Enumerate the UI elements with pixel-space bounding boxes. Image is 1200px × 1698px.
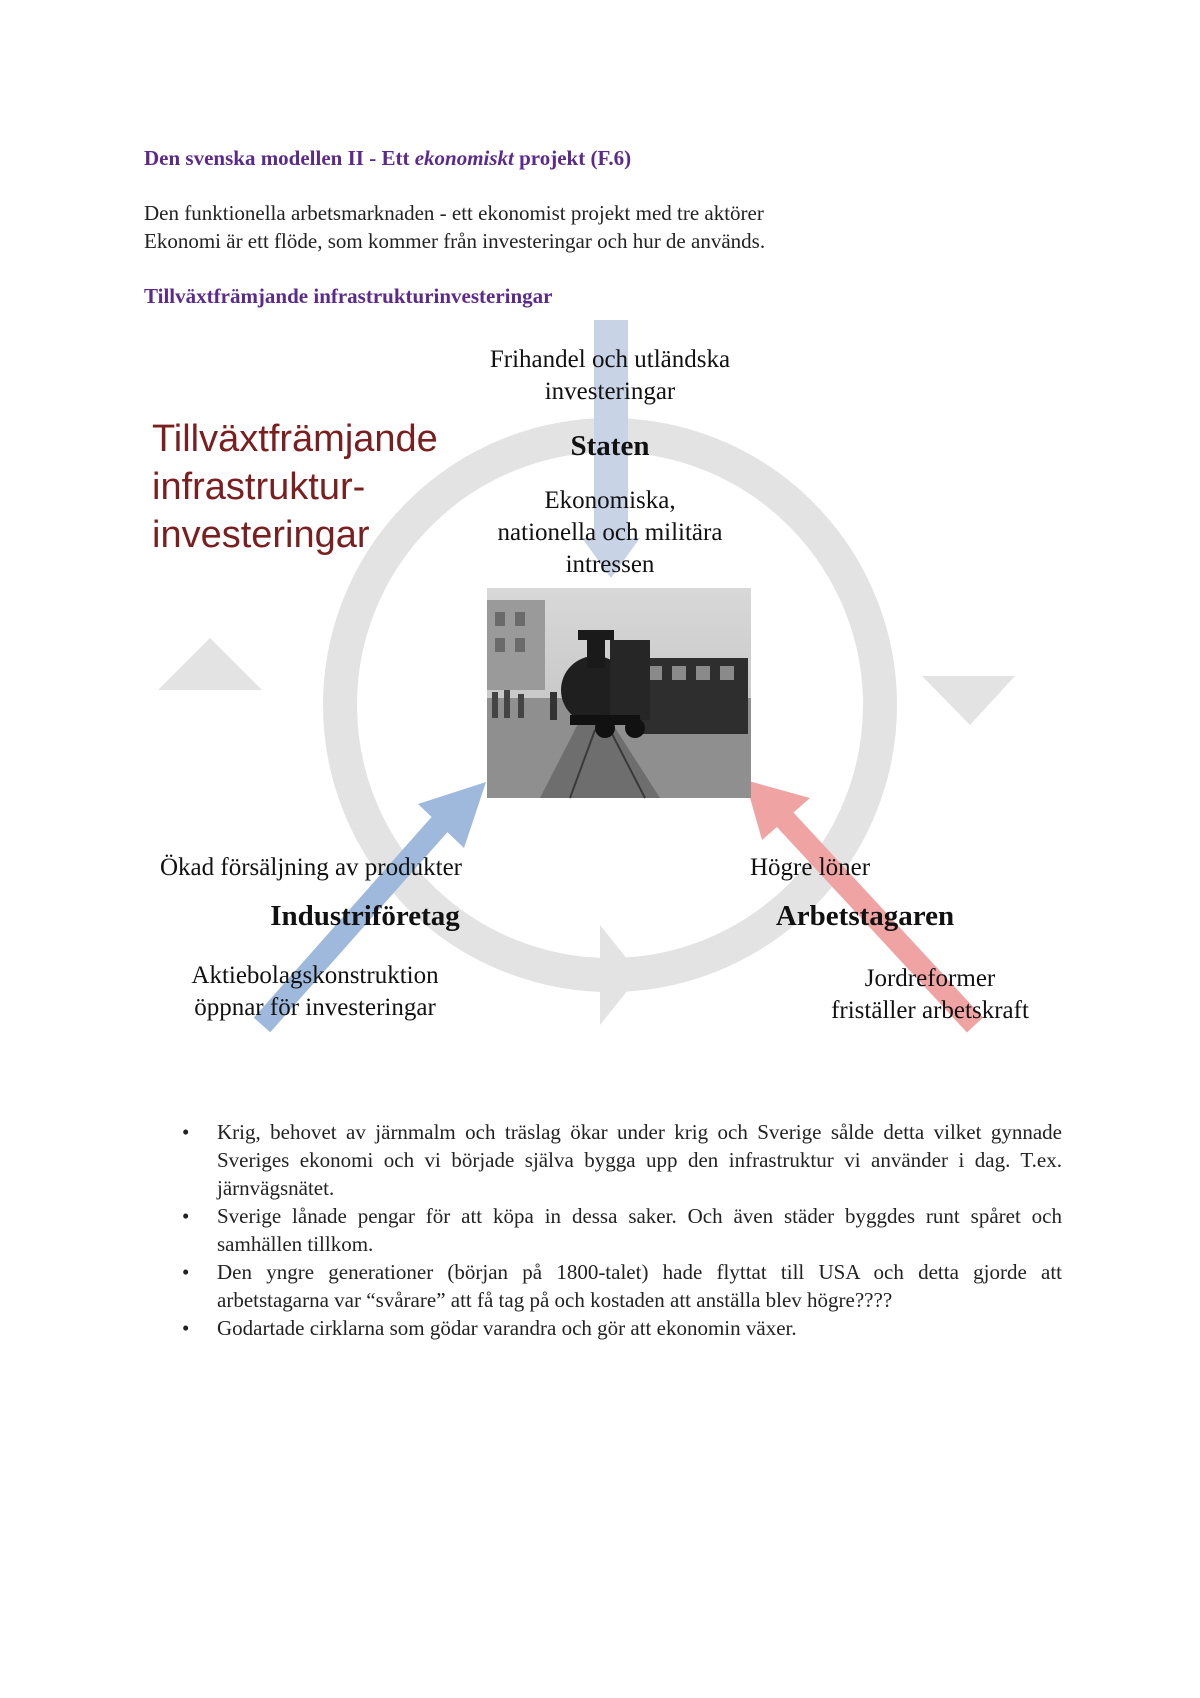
bullet-list — [182, 1118, 1062, 1342]
section-heading: Tillväxtfrämjande infrastrukturinvesteringar — [144, 284, 553, 308]
industri-description-line-2: öppnar för investeringar — [194, 994, 436, 1021]
arbetstagaren-arrow-label: Högre löner — [750, 854, 871, 881]
top-arrow-label — [470, 344, 750, 408]
title-suffix: projekt (F.6) — [513, 146, 632, 170]
bullet-text: Den yngre generationer (början på 1800-talet) hade flyttat till USA och detta gjorde att arbetstagarna var “svårare” att få tag på och kostaden att anställa blev högre???? — [217, 1260, 1062, 1312]
economy-cycle-diagram — [140, 320, 1080, 1060]
bullet-text: Godartade cirklarna som gödar varandra och gör att ekonomin växer. — [217, 1316, 797, 1340]
top-arrow-label-line-2: investeringar — [544, 378, 676, 405]
bullet-item — [182, 1118, 1062, 1202]
bullet-marker: • — [182, 1120, 190, 1144]
staten-description — [470, 485, 750, 581]
staten-description-line-3: intressen — [565, 551, 655, 578]
arbetstagaren-description-line-1: Jordreformer — [864, 965, 996, 992]
arbetstagaren-description — [800, 963, 1060, 1027]
staten-description-line-2: nationella och militära — [497, 519, 723, 546]
arbetstagaren-description-line-2: friställer arbetskraft — [831, 997, 1029, 1024]
steam-train-photo — [487, 588, 751, 798]
industri-heading: Industriföretag — [270, 900, 460, 932]
bullet-marker: • — [182, 1316, 190, 1340]
diagram-main-title — [152, 415, 438, 559]
bullet-item — [182, 1314, 1062, 1342]
industri-description-line-1: Aktiebolagskonstruktion — [191, 962, 439, 989]
document-title — [144, 146, 631, 171]
bullet-text: Sverige lånade pengar för att köpa in dessa saker. Och även städer byggdes runt spåret och samhällen tillkom. — [217, 1204, 1062, 1256]
bullet-marker: • — [182, 1260, 190, 1284]
bullet-item — [182, 1202, 1062, 1258]
cycle-arrowhead-bottom — [600, 925, 640, 1025]
main-title-line-1: Tillväxtfrämjande — [152, 418, 438, 460]
title-emphasis: ekonomiskt — [414, 146, 514, 170]
staten-description-line-1: Ekonomiska, — [544, 487, 676, 514]
cycle-arrowhead-right — [922, 676, 1015, 725]
top-arrow-label-line-1: Frihandel och utländska — [489, 346, 731, 373]
staten-heading: Staten — [570, 430, 650, 462]
bullet-text: Krig, behovet av järnmalm och träslag ökar under krig och Sverige sålde detta vilket gynnade Sveriges ekonomi och vi började själva bygga upp den infrastruktur vi använder i dag. T.ex. järnvägsnätet. — [217, 1120, 1062, 1200]
bullet-marker: • — [182, 1204, 190, 1228]
intro-line-2: Ekonomi är ett flöde, som kommer från investeringar och hur de används. — [144, 229, 766, 253]
title-prefix: Den svenska modellen II - Ett — [144, 146, 415, 170]
cycle-arrowhead-left — [158, 638, 262, 690]
main-title-line-3: investeringar — [152, 514, 370, 556]
main-title-line-2: infrastruktur- — [152, 466, 366, 508]
bullet-item — [182, 1258, 1062, 1314]
arbetstagaren-heading: Arbetstagaren — [775, 900, 955, 932]
industri-description — [170, 960, 460, 1024]
intro-line-1: Den funktionella arbetsmarknaden - ett ekonomist projekt med tre aktörer — [144, 201, 764, 225]
industri-arrow-label: Ökad försäljning av produkter — [160, 854, 463, 881]
